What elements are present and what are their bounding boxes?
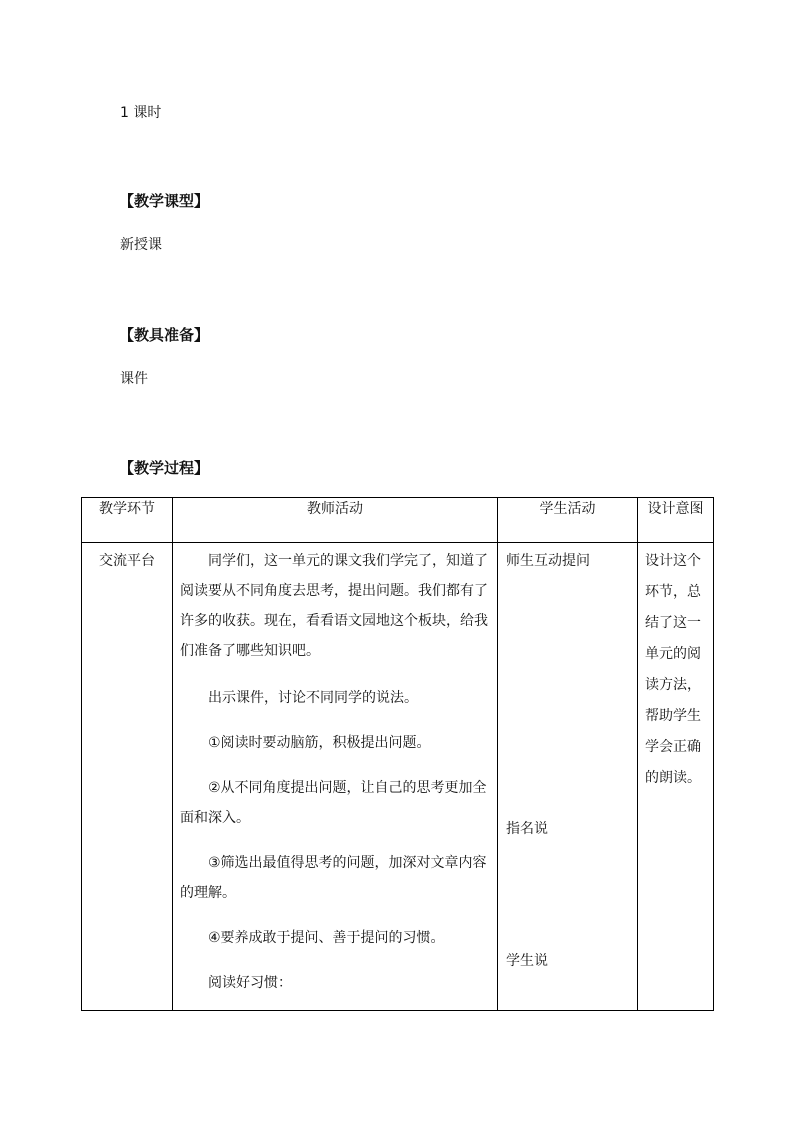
teacher-point-2: ②从不同角度提出问题，让自己的思考更加全面和深入。: [180, 780, 487, 826]
course-type-value: 新授课: [120, 237, 162, 253]
student-activity-2: 指名说: [506, 821, 548, 837]
teacher-paragraph-intro: 同学们，这一单元的课文我们学完了，知道了阅读要从不同角度去思考，提出问题。我们都有了许多的收获。现在，看看语文园地这个板块，给我们准备了哪些知识吧。: [180, 553, 488, 659]
teacher-reading-habits: 阅读好习惯：: [208, 975, 292, 991]
teaching-tools-value: 课件: [120, 371, 148, 387]
design-intent-text: 设计这个环节，总结了这一单元的阅读方法，帮助学生学会正确的朗读。: [645, 553, 701, 786]
stage-text: 交流平台: [99, 553, 155, 569]
student-activity-3: 学生说: [506, 953, 548, 969]
teacher-point-4: ④要养成敢于提问、善于提问的习惯。: [208, 930, 445, 946]
cell-stage: [82, 543, 173, 1011]
header-design-intent: 设计意图: [638, 498, 714, 543]
cell-teacher-activity: [173, 543, 498, 1011]
teaching-process-table: [81, 497, 714, 1011]
cell-design-intent: [638, 543, 714, 1011]
teaching-tools-heading: 【教具准备】: [119, 326, 210, 344]
teaching-process-heading: 【教学过程】: [119, 459, 210, 477]
header-teacher-activity: 教师活动: [173, 498, 498, 543]
student-activity-1: 师生互动提问: [506, 553, 590, 569]
course-type-heading: 【教学课型】: [119, 192, 210, 210]
class-hours: 1 课时: [120, 105, 162, 121]
header-stage: 教学环节: [82, 498, 173, 543]
cell-student-activity: [498, 543, 638, 1011]
table-row: [82, 543, 714, 1011]
teacher-point-3: ③筛选出最值得思考的问题，加深对文章内容的理解。: [180, 855, 487, 901]
teacher-point-1: ①阅读时要动脑筋，积极提出问题。: [208, 735, 431, 751]
table-header-row: [82, 498, 714, 543]
teacher-paragraph-courseware: 出示课件，讨论不同同学的说法。: [208, 690, 418, 706]
header-student-activity: 学生活动: [498, 498, 638, 543]
